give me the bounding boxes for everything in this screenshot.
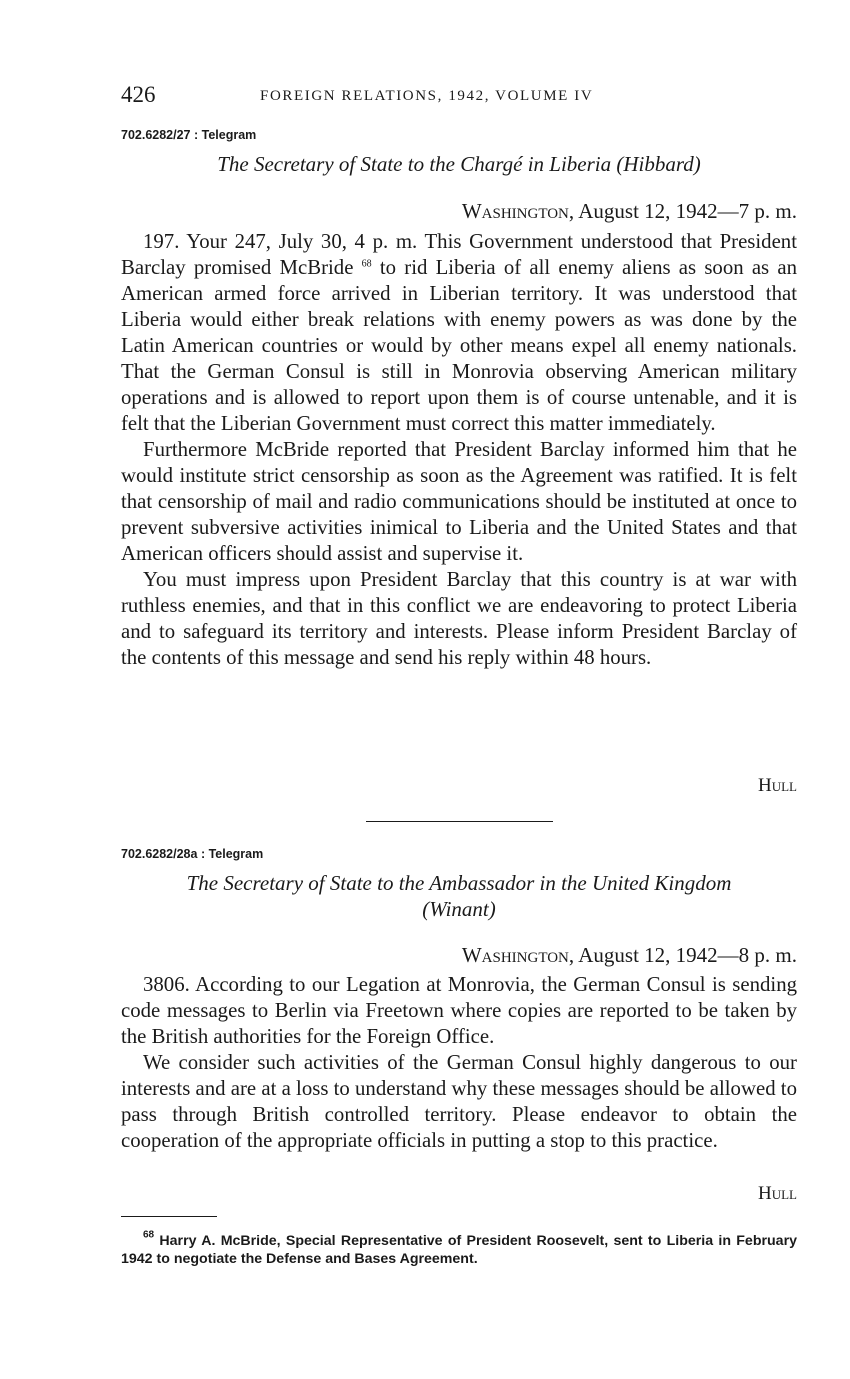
paragraph: Furthermore McBride reported that President Barclay informed him that he would institute strict censorship as soon as the Agreement was ratified. It is felt that censorship of mail and radio communications should be instituted at once to prevent subversive activities inimical to Liberia and the United States and that American officers should assist and supervise it. bbox=[121, 438, 797, 565]
document-title-1: The Secretary of State to the Chargé in Liberia (Hibbard) bbox=[217, 152, 701, 176]
section-divider bbox=[366, 821, 553, 822]
signature-1: Hull bbox=[758, 775, 797, 796]
footnote-text: Harry A. McBride, Special Representative of President Roosevelt, sent to Liberia in February 1942 to negotiate the Defense and Bases Agreement. bbox=[121, 1233, 797, 1267]
footnote bbox=[121, 1229, 797, 1268]
file-reference-2: 702.6282/28a : Telegram bbox=[121, 847, 264, 861]
dateline-date-2: , August 12, 1942—8 p. m. bbox=[568, 943, 797, 967]
dateline-date-1: , August 12, 1942—7 p. m. bbox=[568, 199, 797, 223]
paragraph-text: to rid Liberia of all enemy aliens as soon as an American armed force arrived in Liberian territory. It was understood that Liberia would either break relations with enemy powers as was done by the Latin American countries or would by other means expel all enemy nationals. That the German Consul is still in Monrovia observing American military operations and is allowed to report upon them is of course untenable, and it is felt that the Liberian Government must correct this matter immediately. bbox=[121, 256, 798, 435]
file-reference-1: 702.6282/27 : Telegram bbox=[121, 128, 257, 142]
paragraph-text: 197. Your 247, July 30, 4 p. m. This Government understood that President Barclay promised McBride bbox=[121, 230, 797, 279]
paragraph: 3806. According to our Legation at Monrovia, the German Consul is sending code messages to Berlin via Freetown where copies are reported to be taken by the British authorities for the Foreign Office. bbox=[121, 973, 797, 1048]
footnote-rule bbox=[121, 1216, 217, 1217]
dateline-2 bbox=[462, 943, 797, 968]
telegram-body-2 bbox=[121, 972, 797, 1154]
paragraph: We consider such activities of the German Consul highly dangerous to our interests and are at a loss to understand why these messages should be allowed to pass through British controlled territory. Please endeavor to obtain the cooperation of the appropriate officials in putting a stop to this practice. bbox=[121, 1051, 797, 1152]
document-title-2-line1: The Secretary of State to the Ambassador in the United Kingdom bbox=[186, 871, 732, 895]
document-title-2 bbox=[121, 870, 797, 922]
page-header bbox=[121, 82, 797, 112]
dateline-1 bbox=[462, 199, 797, 224]
page-number: 426 bbox=[121, 82, 156, 107]
telegram-body-1 bbox=[121, 229, 797, 671]
running-head: FOREIGN RELATIONS, 1942, VOLUME IV bbox=[260, 88, 594, 104]
dateline-place-1: Washington bbox=[461, 199, 569, 223]
paragraph bbox=[121, 229, 797, 437]
footnote-marker: 68 bbox=[143, 1229, 155, 1241]
paragraph: You must impress upon President Barclay that this country is at war with ruthless enemies, and that in this conflict we are endeavoring to protect Liberia and to safeguard its territory and interests. Please inform President Barclay of the contents of this message and send his reply within 48 hours. bbox=[121, 568, 797, 669]
signature-2: Hull bbox=[758, 1183, 797, 1204]
document-title-2-line2: (Winant) bbox=[422, 897, 496, 921]
dateline-place-2: Washington bbox=[461, 943, 569, 967]
footnote-reference: 68 bbox=[361, 258, 372, 270]
